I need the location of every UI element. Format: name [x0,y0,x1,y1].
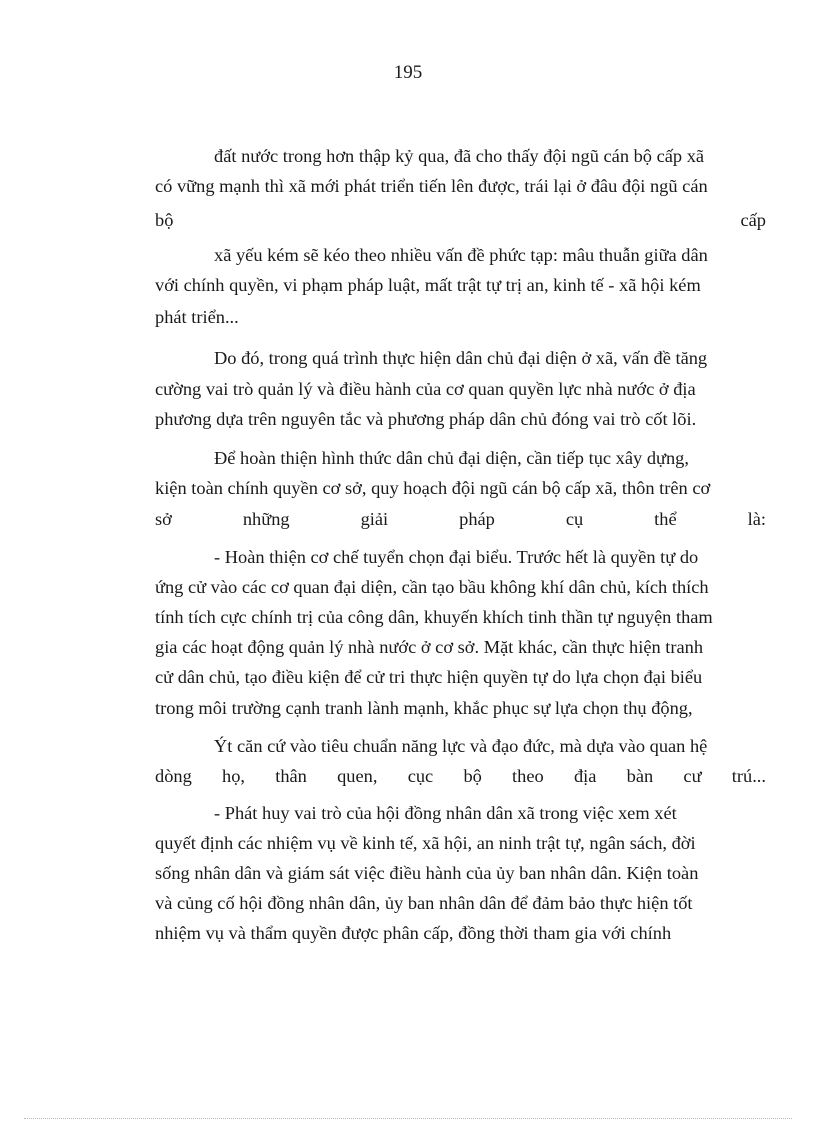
word: dòng [155,766,192,786]
text-line: Do đó, trong quá trình thực hiện dân chủ đại diện ở xã, vấn đề tăng [214,348,708,368]
text-line: với chính quyền, vi phạm pháp luật, mất trật tự trị an, kinh tế - xã hội kém [155,275,701,295]
page-bottom-border [24,1118,792,1119]
text-line: trong môi trường cạnh tranh lành mạnh, khắc phục sự lựa chọn thụ động, [155,698,693,718]
page-number: 195 [393,62,423,83]
text-line: kiện toàn chính quyền cơ sở, quy hoạch đội ngũ cán bộ cấp xã, thôn trên cơ [155,478,711,498]
text-line: cử dân chủ, tạo điều kiện để cử tri thực hiện quyền tự do lựa chọn đại biểu [155,667,703,687]
word: pháp [459,509,495,529]
text-line: sống nhân dân và giám sát việc điều hành của ủy ban nhân dân. Kiện toàn [155,863,699,883]
word: trú... [731,766,766,786]
text-line: Ýt căn cứ vào tiêu chuẩn năng lực và đạo đức, mà dựa vào quan hệ [214,736,708,756]
text-line: và củng cố hội đồng nhân dân, ủy ban nhân dân để đảm bảo thực hiện tốt [155,893,693,913]
text-line: cường vai trò quản lý và điều hành của cơ quan quyền lực nhà nước ở địa [155,379,696,399]
word: là: [747,509,766,529]
word: họ, [222,766,245,786]
text-line: quyết định các nhiệm vụ về kinh tế, xã hội, an ninh trật tự, ngân sách, đời [155,833,696,853]
text-line: có vững mạnh thì xã mới phát triển tiến lên được, trái lại ở đâu đội ngũ cán [155,176,708,196]
word: sở [155,509,172,529]
text-line: - Phát huy vai trò của hội đồng nhân dân xã trong việc xem xét [214,803,677,823]
text-line: phương dựa trên nguyên tắc và phương pháp dân chủ đóng vai trò cốt lõi. [155,409,697,429]
word: thể [654,509,677,529]
text-line: phát triển... [155,307,239,327]
word: bàn [626,766,654,786]
text-line: - Hoàn thiện cơ chế tuyển chọn đại biểu. Trước hết là quyền tự do [214,547,699,567]
text-line: gia các hoạt động quản lý nhà nước ở cơ sở. Mặt khác, cần thực hiện tranh [155,637,704,657]
word: địa [573,766,597,786]
text-line: tính tích cực chính trị của công dân, khuyến khích tinh thần tự nguyện tham [155,607,713,627]
text-line: ứng cử vào các cơ quan đại diện, cần tạo bầu không khí dân chủ, kích thích [155,577,709,597]
word: quen, [337,766,378,786]
text-line: nhiệm vụ và thẩm quyền được phân cấp, đồng thời tham gia với chính [155,923,672,943]
word: cục [407,766,434,786]
word: bộ [155,210,174,230]
text-line [155,205,766,235]
word: cư [683,766,702,786]
text-line [155,761,766,791]
text-line: xã yếu kém sẽ kéo theo nhiều vấn đề phức tạp: mâu thuẫn giữa dân [214,245,708,265]
word: giải [360,509,389,529]
word: theo [512,766,544,786]
word: những [242,509,290,529]
word: cụ [565,509,584,529]
text-line: Để hoàn thiện hình thức dân chủ đại diện, cần tiếp tục xây dựng, [214,448,689,468]
text-line [155,504,766,534]
word: bộ [463,766,482,786]
text-line: đất nước trong hơn thập kỷ qua, đã cho thấy đội ngũ cán bộ cấp xã [214,146,705,166]
word: cấp [740,210,766,230]
word: thân [275,766,307,786]
